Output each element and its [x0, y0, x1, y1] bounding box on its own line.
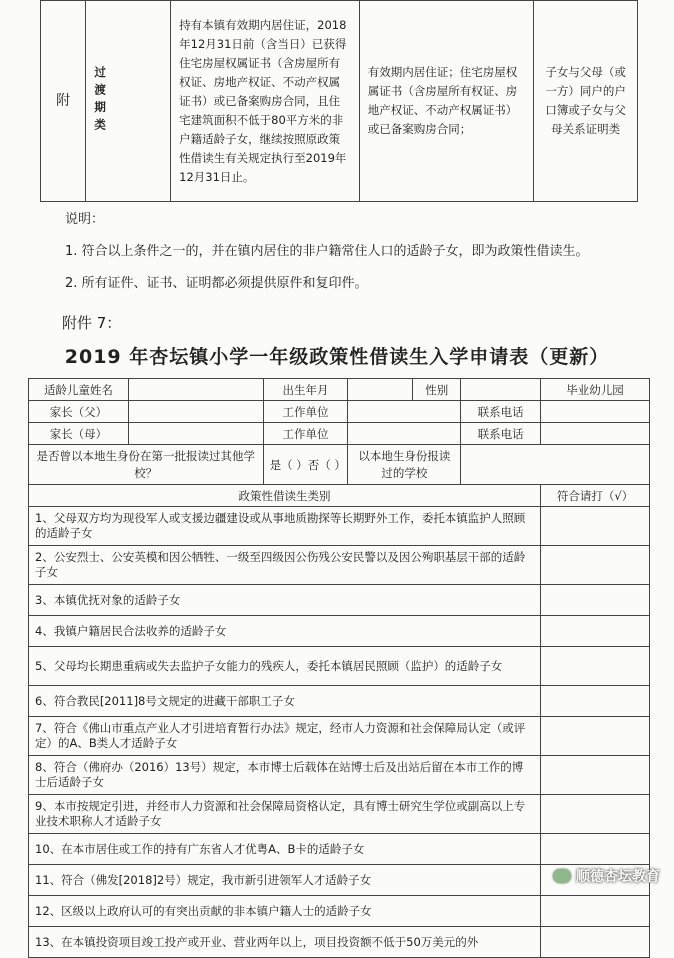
father-work-unit-label: 工作单位	[263, 401, 348, 423]
condition-text: 持有本镇有效期内居住证，2018年12月31日前（含当日）已获得住宅房屋权属证书（含房屋所有权证、房地产权证、不动产权属证书）或已备案购房合同，且住宅建筑面积不低于80平方米的非户籍适龄子女，继续按照原政策性借读生有关规定执行至2019年12月31日止。	[179, 17, 347, 184]
category-rows	[29, 507, 650, 958]
mother-field[interactable]	[128, 423, 263, 445]
category-check-cell[interactable]	[541, 616, 650, 647]
category-row	[29, 896, 650, 927]
category-text: 2、公安烈士、公安英模和因公牺牲、一级至四级因公伤残公安民警以及因公殉职基层干部的适龄子女	[29, 546, 541, 585]
form-title: 2019 年杏坛镇小学一年级政策性借读生入学申请表（更新）	[64, 346, 610, 368]
kindergarten-label: 毕业幼儿园	[541, 379, 650, 401]
category-row	[29, 834, 650, 865]
birth-label: 出生年月	[263, 379, 348, 401]
father-phone-label: 联系电话	[461, 401, 541, 423]
category-row	[29, 616, 650, 647]
relation-text: 子女与父母（或一方）同户的户口簿或子女与父母关系证明类	[545, 65, 626, 136]
category-check-cell[interactable]	[541, 507, 650, 546]
mother-work-unit-field[interactable]	[348, 423, 461, 445]
category-text: 1、父母双方均为现役军人或支援边疆建设或从事地质勘探等长期野外工作，委托本镇监护人照顾的适龄子女	[29, 507, 541, 546]
appendix-label-cell	[41, 1, 86, 202]
category-text: 5、父母均长期患重病或失去监护子女能力的残疾人，委托本镇居民照顾（监护）的适龄子女	[29, 647, 541, 686]
category-check-cell[interactable]	[541, 686, 650, 717]
father-phone-field[interactable]	[541, 401, 650, 423]
wechat-icon	[553, 869, 571, 883]
child-name-label: 适龄儿童姓名	[29, 379, 129, 401]
category-check-cell[interactable]	[541, 756, 650, 795]
mother-label: 家长（母）	[29, 423, 129, 445]
category-row	[29, 507, 650, 546]
prior-school-field[interactable]	[461, 445, 650, 485]
relation-cell	[534, 1, 638, 202]
gender-label: 性别	[413, 379, 461, 401]
attachment-label: 附件 7：	[62, 314, 122, 332]
father-label: 家长（父）	[29, 401, 129, 423]
category-text: 6、符合教民[2011]8号文规定的进藏干部职工子女	[29, 686, 541, 717]
category-text: 3、本镇优抚对象的适龄子女	[29, 585, 541, 616]
category-text: 11、符合（佛发[2018]2号）规定，我市新引进领军人才适龄子女	[29, 865, 541, 896]
check-header: 符合请打（√）	[541, 485, 650, 507]
category-row	[29, 585, 650, 616]
child-name-field[interactable]	[128, 379, 263, 401]
category-label: 过渡期类	[93, 66, 108, 136]
category-check-cell[interactable]	[541, 834, 650, 865]
category-check-cell[interactable]	[541, 795, 650, 834]
notes-section	[65, 208, 625, 296]
category-text: 4、我镇户籍居民合法收养的适龄子女	[29, 616, 541, 647]
note-item-1: 1. 符合以上条件之一的，并在镇内居住的非户籍常住人口的适龄子女，即为政策性借读生。	[65, 244, 589, 259]
category-check-cell[interactable]	[541, 546, 650, 585]
category-check-cell[interactable]	[541, 647, 650, 686]
category-header: 政策性借读生类别	[29, 485, 541, 507]
category-row	[29, 546, 650, 585]
category-text: 12、区级以上政府认可的有突出贡献的非本镇户籍人士的适龄子女	[29, 896, 541, 927]
condition-cell	[171, 1, 360, 202]
birth-field[interactable]	[348, 379, 413, 401]
prior-question: 是否曾以本地生身份在第一批报读过其他学校？	[29, 445, 264, 485]
category-text: 8、符合（佛府办（2016）13号）规定，本市博士后载体在站博士后及出站后留在本市工作的博士后适龄子女	[29, 756, 541, 795]
prior-school-label: 以本地生身份报读过的学校	[348, 445, 461, 485]
category-row	[29, 927, 650, 958]
category-text: 9、本市按规定引进，并经市人力资源和社会保障局资格认定，具有博士研究生学位或副高以上专业技术职称人才适龄子女	[29, 795, 541, 834]
category-label-cell	[86, 1, 171, 202]
category-text: 7、符合《佛山市重点产业人才引进培育暂行办法》规定，经市人力资源和社会保障局认定（或评定）的A、B类人才适龄子女	[29, 717, 541, 756]
category-check-cell[interactable]	[541, 585, 650, 616]
material-cell	[359, 1, 534, 202]
appendix-label: 附	[56, 92, 71, 109]
category-row	[29, 717, 650, 756]
mother-phone-label: 联系电话	[461, 423, 541, 445]
father-work-unit-field[interactable]	[348, 401, 461, 423]
material-text: 有效期内居住证；住宅房屋权属证书（含房屋所有权证、房地产权证、不动产权属证书）或已备案购房合同；	[367, 65, 518, 136]
prior-answer[interactable]: 是（ ）否（ ）	[263, 445, 348, 485]
category-check-cell[interactable]	[541, 927, 650, 958]
note-item-2: 2. 所有证件、证书、证明都必须提供原件和复印件。	[65, 276, 368, 291]
category-row	[29, 795, 650, 834]
category-row	[29, 756, 650, 795]
category-text: 13、在本镇投资项目竣工投产或开业、营业两年以上，项目投资额不低于50万美元的外	[29, 927, 541, 958]
mother-work-unit-label: 工作单位	[263, 423, 348, 445]
category-row	[29, 647, 650, 686]
notes-heading: 说明：	[65, 212, 105, 227]
category-row	[29, 686, 650, 717]
watermark	[553, 866, 660, 886]
mother-phone-field[interactable]	[541, 423, 650, 445]
category-check-cell[interactable]	[541, 896, 650, 927]
father-field[interactable]	[128, 401, 263, 423]
category-text: 10、在本市居住或工作的持有广东省人才优粤A、B卡的适龄子女	[29, 834, 541, 865]
gender-field[interactable]	[461, 379, 541, 401]
category-check-cell[interactable]	[541, 717, 650, 756]
watermark-text: 顺德杏坛教育	[576, 869, 660, 885]
policy-conditions-table	[40, 0, 638, 202]
